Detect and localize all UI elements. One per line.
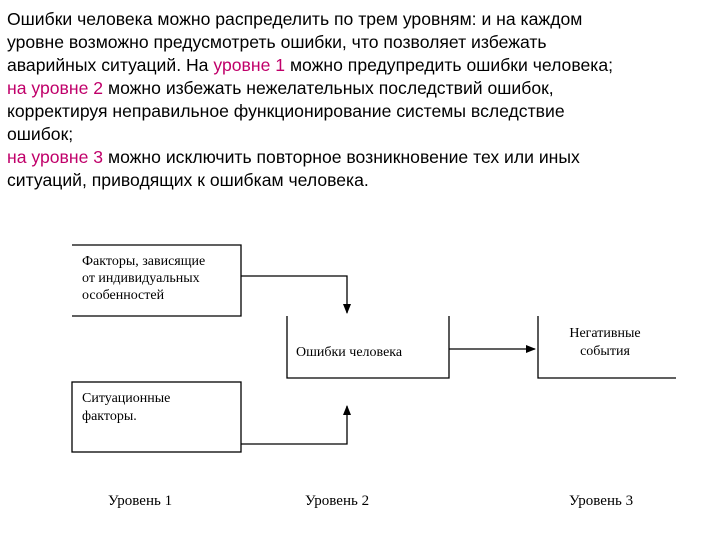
intro-line: корректируя неправильное функционирование системы вследствие: [7, 101, 565, 121]
intro-text: можно избежать нежелательных последствий ошибок,: [103, 78, 554, 98]
intro-line: уровне возможно предусмотреть ошибки, что позволяет избежать: [7, 32, 547, 52]
box-line: от индивидуальных: [82, 271, 200, 286]
level-highlight: уровне 1: [213, 55, 286, 75]
intro-line: Ошибки человека можно распределить по трем уровням: и на каждом: [7, 9, 583, 29]
level-2-label: Уровень 2: [305, 493, 370, 509]
box-line: факторы.: [82, 409, 137, 424]
level-highlight: на уровне 3: [7, 147, 104, 167]
box-line: Негативные: [569, 326, 641, 341]
box-human-errors: [287, 316, 449, 378]
box-line: особенностей: [82, 288, 165, 303]
intro-line: ошибок;: [7, 124, 74, 144]
intro-text: можно исключить повторное возникновение тех или иных: [103, 147, 580, 167]
box-negative-events: [538, 316, 676, 378]
box-label: Ошибки человека: [296, 345, 403, 360]
arrow-individual-to-errors: [241, 276, 347, 313]
box-situational-factors: [72, 382, 241, 452]
intro-line: ситуаций, приводящих к ошибкам человека.: [7, 170, 369, 190]
level-1-label: Уровень 1: [108, 493, 173, 509]
arrow-situational-to-errors: [241, 406, 347, 444]
level-3-label: Уровень 3: [569, 493, 634, 509]
level-highlight: на уровне 2: [7, 78, 104, 98]
box-factors-individual: [72, 245, 241, 316]
box-line: события: [580, 344, 630, 359]
intro-text: можно предупредить ошибки человека;: [285, 55, 614, 75]
box-line: Факторы, зависящие: [82, 254, 206, 269]
box-line: Ситуационные: [82, 391, 171, 406]
intro-text: аварийных ситуаций. На: [7, 55, 214, 75]
